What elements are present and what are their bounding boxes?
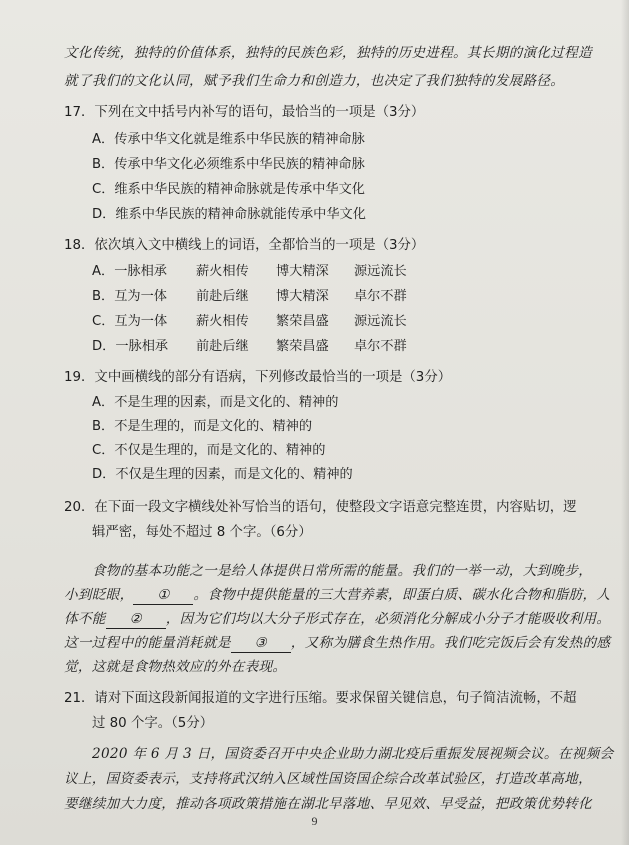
question-17-option-a: A．传承中华文化就是维系中华民族的精神命脉 [92, 132, 365, 147]
passage-line: 文化传统，独特的价值体系，独特的民族色彩，独特的历史进程。其长期的演化过程造 [64, 45, 592, 61]
question-20-passage-line [64, 610, 610, 629]
question-18-option-c-word3: 繁荣昌盛 [276, 314, 329, 329]
question-18-option-b-word4: 卓尔不群 [354, 289, 407, 304]
question-18-option-b-word2: 前赴后继 [196, 289, 249, 304]
question-19-option-d: D．不仅是生理的因素，而是文化的、精神的 [92, 467, 353, 482]
question-18-stem: 18．依次填入文中横线上的词语，全都恰当的一项是（3分） [64, 238, 425, 253]
question-18-option-c-word2: 薪火相传 [196, 314, 249, 329]
question-17-option-b: B．传承中华文化必须维系中华民族的精神命脉 [92, 157, 365, 172]
question-20-passage-line: 觉，这就是食物热效应的外在表现。 [64, 659, 287, 675]
question-18-option-a-word2: 薪火相传 [196, 264, 249, 279]
question-20-stem-line2: 辑严密，每处不超过 8 个字。（6分） [92, 525, 312, 540]
passage-text: 。食物中提供能量的三大营养素，即蛋白质、碳水化合物和脂肪，人 [193, 587, 611, 603]
question-21-stem-line2: 过 80 个字。（5分） [92, 716, 214, 731]
question-18-option-d-word4: 卓尔不群 [354, 339, 407, 354]
question-17-option-d: D．维系中华民族的精神命脉就能传承中华文化 [92, 207, 366, 222]
question-21-passage-line: 要继续加大力度，推动各项政策措施在湖北早落地、早见效、早受益，把政策优势转化 [64, 796, 592, 812]
question-19-option-a: A．不是生理的因素，而是文化的、精神的 [92, 395, 339, 410]
passage-text: ，因为它们均以大分子形式存在，必须消化分解成小分子才能吸收利用。 [165, 611, 611, 627]
question-18-option-b-word3: 博大精深 [276, 289, 329, 304]
passage-text: 这一过程中的能量消耗就是 [64, 635, 231, 651]
question-18-option-a-word3: 博大精深 [276, 264, 329, 279]
question-17-option-c: C．维系中华民族的精神命脉就是传承中华文化 [92, 182, 365, 197]
answer-blank-1[interactable]: ① [133, 586, 193, 605]
question-18-option-b-word1: B．互为一体 [92, 289, 167, 304]
answer-blank-3[interactable]: ③ [231, 634, 291, 653]
question-21-passage-line: 2020 年 6 月 3 日，国资委召开中央企业助力湖北疫后重振发展视频会议。在视频会 [92, 746, 614, 762]
question-18-option-a-word4: 源远流长 [354, 264, 407, 279]
passage-text: 体不能 [64, 611, 106, 627]
question-20-passage-line [64, 634, 610, 653]
passage-text: 小到眨眼， [64, 587, 134, 603]
passage-text: ，又称为膳食生热作用。我们吃完饭后会有发热的感 [290, 635, 611, 651]
question-18-option-d-word2: 前赴后继 [196, 339, 249, 354]
question-18-option-a-word1: A．一脉相承 [92, 264, 167, 279]
question-20-passage-line [64, 586, 610, 605]
question-19-option-c: C．不仅是生理的，而是文化的、精神的 [92, 443, 326, 458]
question-18-option-c-word1: C．互为一体 [92, 314, 168, 329]
answer-blank-2[interactable]: ② [106, 610, 166, 629]
page-number: 9 [311, 814, 318, 828]
question-20-passage-line: 食物的基本功能之一是给人体提供日常所需的能量。我们的一举一动，大到晚步， [92, 563, 593, 579]
question-18-option-d-word3: 繁荣昌盛 [276, 339, 329, 354]
question-21-passage-line: 议上，国资委表示，支持将武汉纳入区域性国资国企综合改革试验区，打造改革高地， [64, 771, 592, 787]
question-19-stem: 19．文中画横线的部分有语病，下列修改最恰当的一项是（3分） [64, 370, 452, 385]
question-20-stem-line1: 20．在下面一段文字横线处补写恰当的语句，使整段文字语意完整连贯，内容贴切，逻 [64, 500, 577, 515]
question-17-stem: 17．下列在文中括号内补写的语句，最恰当的一项是（3分） [64, 105, 425, 120]
page-edge-shadow [621, 0, 629, 845]
question-19-option-b: B．不是生理的，而是文化的、精神的 [92, 419, 313, 434]
passage-line: 就了我们的文化认同，赋予我们生命力和创造力，也决定了我们独特的发展路径。 [64, 73, 565, 89]
question-21-stem-line1: 21．请对下面这段新闻报道的文字进行压缩。要求保留关键信息，句子简洁流畅，不超 [64, 691, 577, 706]
question-18-option-c-word4: 源远流长 [354, 314, 407, 329]
question-18-option-d-word1: D．一脉相承 [92, 339, 169, 354]
